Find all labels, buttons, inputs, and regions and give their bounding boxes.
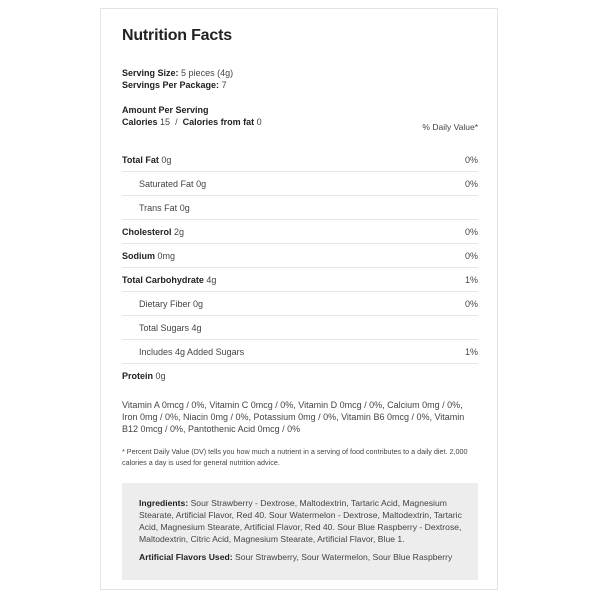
serving-size-value: 5 pieces (4g) (181, 68, 234, 78)
ingredients-label: Ingredients: (139, 498, 189, 508)
nutrient-name: Trans Fat (139, 203, 178, 213)
nutrient-label (122, 371, 166, 381)
nutrient-amount: 0g (179, 203, 190, 213)
nutrient-amount: 0mg (157, 251, 176, 261)
nutrient-name: Dietary Fiber (139, 299, 191, 309)
artificial-flavors-paragraph (139, 551, 462, 563)
nutrient-name: Includes (139, 347, 173, 357)
nutrient-amount: 0g (155, 371, 166, 381)
serving-size-label: Serving Size: (122, 68, 179, 78)
nutrient-amount: 0g (161, 155, 172, 165)
nutrient-row-trans-fat (122, 196, 478, 220)
nutrient-label (122, 251, 175, 261)
nutrient-label (122, 275, 216, 285)
nutrient-row-total-sugars (122, 316, 478, 340)
servings-per-package-line (122, 80, 227, 91)
nutrient-label (139, 323, 202, 333)
nutrient-row-saturated-fat (122, 172, 478, 196)
nutrient-label (139, 179, 206, 189)
amount-per-serving-line (122, 105, 209, 116)
nutrient-daily-value: 0% (464, 227, 478, 237)
ingredients-text: Sour Strawberry - Dextrose, Maltodextrin, Tartaric Acid, Magnesium Stearate, Artificial Flavor, Red 40. Sour Watermelon - Dextrose, Maltodextrin, Tartaric Acid, Magnesium Stearate, Artificial Flavor, Red 40. Sour Blue Raspberry - Dextrose, Maltodextrin, Citric Acid, Magnesium Stearate, Artificial Flavor, Blue 1. (139, 498, 462, 544)
calories-label: Calories (122, 117, 158, 127)
nutrient-amount: 0g (196, 179, 207, 189)
nutrient-row-protein (122, 364, 478, 388)
nutrient-label (122, 155, 171, 165)
servings-per-package-label: Servings Per Package: (122, 80, 220, 90)
servings-per-package-value: 7 (221, 80, 227, 90)
ingredients-box (122, 483, 478, 580)
nutrient-row-added-sugars (122, 340, 478, 364)
nutrition-facts-title: Nutrition Facts (122, 27, 232, 44)
nutrient-name: Cholesterol (122, 227, 172, 237)
nutrient-amount: 4g (191, 323, 202, 333)
calories-separator: / (175, 117, 178, 127)
artificial-flavors-label: Artificial Flavors Used: (139, 552, 233, 562)
nutrition-facts-panel (100, 8, 498, 590)
nutrient-amount: 0g (193, 299, 204, 309)
nutrient-row-cholesterol (122, 220, 478, 244)
nutrient-row-sodium (122, 244, 478, 268)
daily-value-header: % Daily Value* (422, 122, 478, 132)
nutrient-name: Saturated Fat (139, 179, 194, 189)
nutrient-daily-value: 0% (464, 155, 478, 165)
nutrient-daily-value: 0% (464, 251, 478, 261)
nutrient-label (139, 347, 244, 357)
nutrient-label (122, 227, 184, 237)
amount-per-serving-label: Amount Per Serving (122, 105, 209, 115)
calories-from-fat-value: 0 (256, 117, 262, 127)
nutrient-name: Total Sugars (139, 323, 190, 333)
nutrient-row-total-carbohydrate (122, 268, 478, 292)
ingredients-paragraph (139, 497, 462, 545)
nutrient-row-total-fat (122, 148, 478, 172)
calories-from-fat-label: Calories from fat (182, 117, 255, 127)
calories-value: 15 (160, 117, 171, 127)
nutrient-amount: 2g (174, 227, 185, 237)
daily-value-footnote: * Percent Daily Value (DV) tells you how much a nutrient in a serving of food contributes to a daily diet. 2,000 calories a day is used for general nutrition advice. (122, 447, 468, 467)
nutrient-label (139, 203, 190, 213)
nutrient-row-dietary-fiber (122, 292, 478, 316)
nutrient-name: Protein (122, 371, 154, 381)
nutrient-daily-value: 0% (464, 179, 478, 189)
artificial-flavors-text: Sour Strawberry, Sour Watermelon, Sour Blue Raspberry (235, 552, 453, 562)
nutrient-name: Total Fat (122, 155, 159, 165)
nutrient-daily-value: 1% (464, 347, 478, 357)
vitamins-minerals-text: Vitamin A 0mcg / 0%, Vitamin C 0mcg / 0%, Vitamin D 0mcg / 0%, Calcium 0mg / 0%, Iron 0mg / 0%, Niacin 0mg / 0%, Potassium 0mg / 0%, Vitamin B6 0mcg / 0%, Vitamin B12 0mcg / 0%, Pantothenic Acid 0mcg / 0% (122, 400, 465, 434)
nutrient-amount: 4g (206, 275, 217, 285)
nutrient-label (139, 299, 203, 309)
nutrient-amount: 4g Added Sugars (175, 347, 245, 357)
calories-line (122, 117, 262, 128)
nutrient-daily-value: 1% (464, 275, 478, 285)
nutrient-name: Sodium (122, 251, 155, 261)
nutrient-name: Total Carbohydrate (122, 275, 204, 285)
nutrient-daily-value: 0% (464, 299, 478, 309)
serving-size-line (122, 68, 233, 79)
